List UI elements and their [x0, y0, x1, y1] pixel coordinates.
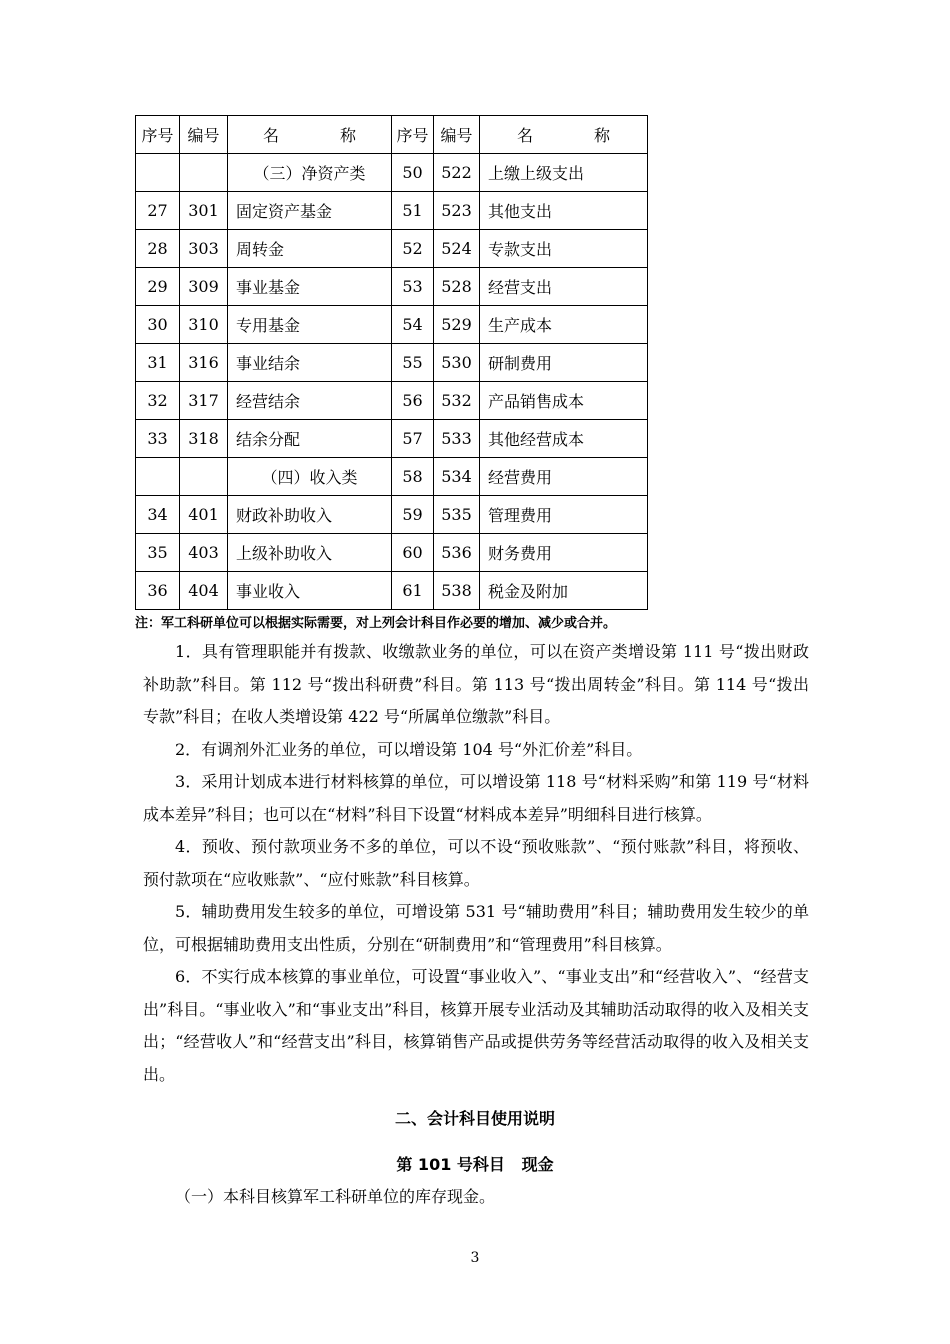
code-cell: 310 [180, 306, 228, 344]
paragraph-5: 5．辅助费用发生较多的单位，可增设第 531 号“辅助费用”科目；辅助费用发生较少的单位，可根据辅助费用支出性质，分别在“研制费用”和“管理费用”科目核算。 [143, 902, 809, 954]
code-cell [180, 458, 228, 496]
page-number: 3 [470, 1250, 480, 1266]
seq-cell: 60 [392, 534, 434, 572]
code-cell: 530 [434, 344, 480, 382]
table-row [136, 306, 648, 344]
code-cell: 316 [180, 344, 228, 382]
name-cell: 研制费用 [480, 344, 648, 382]
category-cell: （三）净资产类 [228, 154, 392, 192]
code-cell: 536 [434, 534, 480, 572]
seq-cell: 58 [392, 458, 434, 496]
seq-cell: 31 [136, 344, 180, 382]
name-cell: 上缴上级支出 [480, 154, 648, 192]
name-cell: 财务费用 [480, 534, 648, 572]
seq-cell: 33 [136, 420, 180, 458]
seq-cell: 35 [136, 534, 180, 572]
code-cell: 303 [180, 230, 228, 268]
code-cell: 318 [180, 420, 228, 458]
table-row [136, 192, 648, 230]
name-cell: 其他经营成本 [480, 420, 648, 458]
seq-cell: 32 [136, 382, 180, 420]
code-cell: 309 [180, 268, 228, 306]
code-cell: 404 [180, 572, 228, 610]
header-seq: 序号 [392, 116, 434, 154]
name-cell: 事业结余 [228, 344, 392, 382]
seq-cell: 34 [136, 496, 180, 534]
table-row [136, 344, 648, 382]
code-cell: 524 [434, 230, 480, 268]
category-cell: （四）收入类 [228, 458, 392, 496]
paragraph-1: 1．具有管理职能并有拨款、收缴款业务的单位，可以在资产类增设第 111 号“拨出财政补助款”科目。第 112 号“拨出科研费”科目。第 113 号“拨出周转金”科目。第 114 号“拨出专款”科目；在收人类增设第 422 号“所属单位缴款”科目。 [143, 642, 809, 726]
seq-cell: 52 [392, 230, 434, 268]
seq-cell: 28 [136, 230, 180, 268]
table-note: 注：军工科研单位可以根据实际需要，对上列会计科目作必要的增加、减少或合并。 [135, 616, 617, 631]
table-header-row [136, 116, 648, 154]
code-cell: 522 [434, 154, 480, 192]
seq-cell: 54 [392, 306, 434, 344]
code-cell: 403 [180, 534, 228, 572]
paragraph-3: 3．采用计划成本进行材料核算的单位，可以增设第 118 号“材料采购”和第 119 号“材料成本差异”科目；也可以在“材料”科目下设置“材料成本差异”明细科目进行核算。 [143, 772, 809, 824]
name-cell: 经营支出 [480, 268, 648, 306]
name-cell: 专款支出 [480, 230, 648, 268]
header-name: 名 称 [228, 116, 392, 154]
name-cell: 上级补助收入 [228, 534, 392, 572]
table-row [136, 458, 648, 496]
seq-cell: 27 [136, 192, 180, 230]
name-cell: 固定资产基金 [228, 192, 392, 230]
name-cell: 经营费用 [480, 458, 648, 496]
subsection-title: 第 101 号科目 现金 [396, 1155, 554, 1174]
code-cell: 523 [434, 192, 480, 230]
seq-cell: 53 [392, 268, 434, 306]
code-cell: 317 [180, 382, 228, 420]
accounts-table [135, 115, 648, 610]
table-row [136, 496, 648, 534]
seq-cell: 56 [392, 382, 434, 420]
code-cell: 401 [180, 496, 228, 534]
name-cell: 事业收入 [228, 572, 392, 610]
table-row [136, 572, 648, 610]
code-cell: 534 [434, 458, 480, 496]
name-cell: 管理费用 [480, 496, 648, 534]
seq-cell: 50 [392, 154, 434, 192]
seq-cell: 59 [392, 496, 434, 534]
code-cell: 535 [434, 496, 480, 534]
name-cell: 生产成本 [480, 306, 648, 344]
code-cell [180, 154, 228, 192]
header-seq: 序号 [136, 116, 180, 154]
seq-cell [136, 154, 180, 192]
table-row [136, 382, 648, 420]
paragraph-6: 6．不实行成本核算的事业单位，可设置“事业收入”、“事业支出”和“经营收入”、“经营支出”科目。“事业收入”和“事业支出”科目，核算开展专业活动及其辅助活动取得的收入及相关支出；“经营收人”和“经营支出”科目，核算销售产品或提供劳务等经营活动取得的收入及相关支出。 [143, 967, 809, 1084]
paragraph-2: 2．有调剂外汇业务的单位，可以增设第 104 号“外汇价差”科目。 [175, 739, 643, 759]
name-cell: 其他支出 [480, 192, 648, 230]
code-cell: 538 [434, 572, 480, 610]
seq-cell: 61 [392, 572, 434, 610]
code-cell: 528 [434, 268, 480, 306]
code-cell: 533 [434, 420, 480, 458]
code-cell: 529 [434, 306, 480, 344]
table-row [136, 230, 648, 268]
seq-cell: 51 [392, 192, 434, 230]
table-row [136, 268, 648, 306]
body-text: （一）本科目核算军工科研单位的库存现金。 [175, 1187, 496, 1206]
header-name: 名 称 [480, 116, 648, 154]
seq-cell: 29 [136, 268, 180, 306]
table-row [136, 420, 648, 458]
name-cell: 周转金 [228, 230, 392, 268]
code-cell: 301 [180, 192, 228, 230]
seq-cell: 57 [392, 420, 434, 458]
paragraphs [143, 636, 809, 1091]
seq-cell: 30 [136, 306, 180, 344]
name-cell: 专用基金 [228, 306, 392, 344]
name-cell: 税金及附加 [480, 572, 648, 610]
table-row [136, 534, 648, 572]
section-title: 二、会计科目使用说明 [394, 1109, 555, 1128]
seq-cell [136, 458, 180, 496]
table-row [136, 154, 648, 192]
name-cell: 产品销售成本 [480, 382, 648, 420]
name-cell: 经营结余 [228, 382, 392, 420]
paragraph-4: 4．预收、预付款项业务不多的单位，可以不设“预收账款”、“预付账款”科目，将预收、预付款项在“应收账款”、“应付账款”科目核算。 [143, 837, 809, 889]
header-code: 编号 [180, 116, 228, 154]
header-code: 编号 [434, 116, 480, 154]
name-cell: 事业基金 [228, 268, 392, 306]
seq-cell: 55 [392, 344, 434, 382]
code-cell: 532 [434, 382, 480, 420]
name-cell: 财政补助收入 [228, 496, 392, 534]
name-cell: 结余分配 [228, 420, 392, 458]
seq-cell: 36 [136, 572, 180, 610]
